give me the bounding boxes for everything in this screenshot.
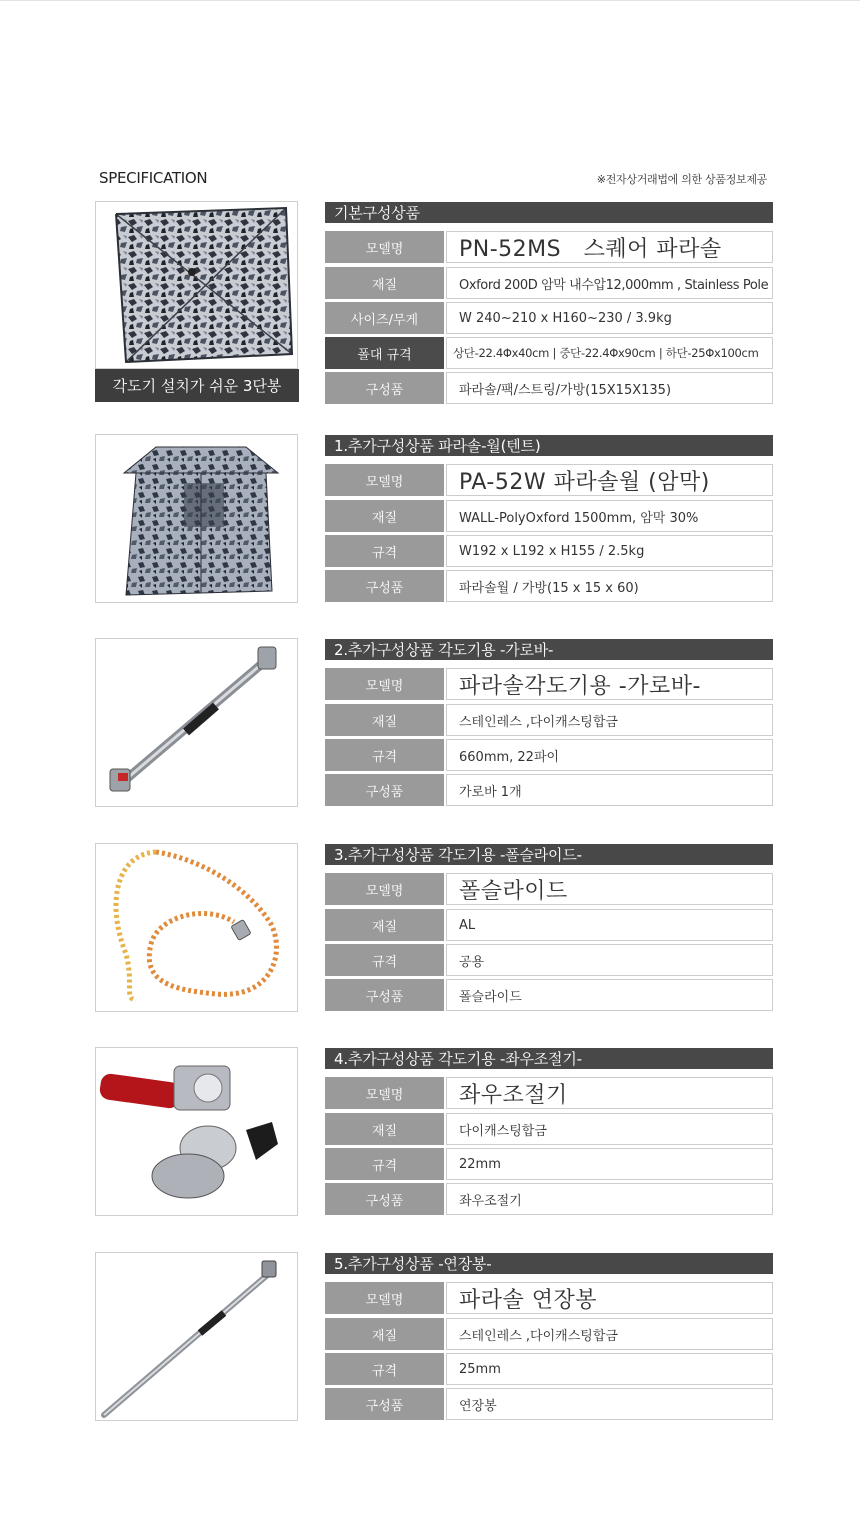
section-heading: 4.추가구성상품 각도기용 -좌우조절기- bbox=[325, 1048, 773, 1069]
spec-row-size bbox=[325, 739, 773, 771]
spec-label: 구성품 bbox=[325, 979, 444, 1011]
spec-row-pole bbox=[325, 337, 773, 369]
section-heading: 5.추가구성상품 -연장봉- bbox=[325, 1253, 773, 1274]
spec-label: 사이즈/무게 bbox=[325, 302, 444, 334]
spec-label: 모델명 bbox=[325, 1077, 444, 1109]
extension-pole-photo bbox=[95, 1252, 298, 1421]
spec-label: 구성품 bbox=[325, 372, 444, 404]
spec-label: 폴대 규격 bbox=[325, 337, 444, 369]
adjuster-photo bbox=[95, 1047, 298, 1216]
photo-caption: 각도기 설치가 쉬운 3단봉 bbox=[95, 369, 299, 402]
spec-value: 가로바 1개 bbox=[446, 774, 773, 806]
spec-row-model bbox=[325, 873, 773, 905]
spec-row-material bbox=[325, 1318, 773, 1350]
spec-value: 좌우조절기 bbox=[446, 1077, 773, 1109]
spec-label: 구성품 bbox=[325, 570, 444, 602]
spec-label: 모델명 bbox=[325, 873, 444, 905]
spec-row-contents bbox=[325, 979, 773, 1011]
pole-slide-photo bbox=[95, 843, 298, 1012]
spec-value: 좌우조절기 bbox=[446, 1183, 773, 1215]
spec-value: W192 x L192 x H155 / 2.5kg bbox=[446, 535, 773, 567]
spec-label: 구성품 bbox=[325, 774, 444, 806]
spec-row-size bbox=[325, 1148, 773, 1180]
spec-label: 재질 bbox=[325, 1113, 444, 1145]
spec-value: 22mm bbox=[446, 1148, 773, 1180]
spec-value: 660mm, 22파이 bbox=[446, 739, 773, 771]
spec-value: 다이캐스팅합금 bbox=[446, 1113, 773, 1145]
spec-label: 모델명 bbox=[325, 231, 444, 263]
spec-value: 파라솔월 / 가방(15 x 15 x 60) bbox=[446, 570, 773, 602]
spec-row-model bbox=[325, 231, 773, 263]
spec-row-contents bbox=[325, 774, 773, 806]
spec-value: PN-52MS 스퀘어 파라솔 bbox=[446, 231, 773, 263]
spec-row-model bbox=[325, 1282, 773, 1314]
spec-row-model bbox=[325, 1077, 773, 1109]
spec-row-contents bbox=[325, 1183, 773, 1215]
spec-row-material bbox=[325, 704, 773, 736]
spec-title: SPECIFICATION bbox=[99, 169, 208, 187]
spec-row-contents bbox=[325, 570, 773, 602]
spec-row-model bbox=[325, 668, 773, 700]
spec-label: 모델명 bbox=[325, 464, 444, 496]
spec-value: 파라솔 연장봉 bbox=[446, 1282, 773, 1314]
spec-label: 재질 bbox=[325, 909, 444, 941]
spec-label: 규격 bbox=[325, 1353, 444, 1385]
spec-label: 모델명 bbox=[325, 1282, 444, 1314]
spec-label: 규격 bbox=[325, 739, 444, 771]
spec-value: Oxford 200D 암막 내수압12,000mm , Stainless Pole bbox=[446, 267, 773, 299]
spec-label: 재질 bbox=[325, 267, 444, 299]
spec-row-size bbox=[325, 1353, 773, 1385]
spec-value: 파라솔/팩/스트링/가방(15X15X135) bbox=[446, 372, 773, 404]
spec-row-model bbox=[325, 464, 773, 496]
section-heading: 2.추가구성상품 각도기용 -가로바- bbox=[325, 639, 773, 660]
spec-value: 폴슬라이드 bbox=[446, 979, 773, 1011]
spec-value: 파라솔각도기용 -가로바- bbox=[446, 668, 773, 700]
spec-row-material bbox=[325, 267, 773, 299]
parasol-photo bbox=[95, 201, 298, 369]
spec-row-material bbox=[325, 500, 773, 532]
spec-value: PA-52W 파라솔월 (암막) bbox=[446, 464, 773, 496]
spec-label: 구성품 bbox=[325, 1183, 444, 1215]
spec-row-size bbox=[325, 302, 773, 334]
spec-value: 연장봉 bbox=[446, 1388, 773, 1420]
parasol-wall-photo bbox=[95, 434, 298, 603]
spec-value: WALL-PolyOxford 1500mm, 암막 30% bbox=[446, 500, 773, 532]
spec-label: 규격 bbox=[325, 944, 444, 976]
spec-value: 스테인레스 ,다이캐스팅합금 bbox=[446, 1318, 773, 1350]
spec-row-material bbox=[325, 909, 773, 941]
spec-row-size bbox=[325, 535, 773, 567]
section-heading: 3.추가구성상품 각도기용 -폴슬라이드- bbox=[325, 844, 773, 865]
spec-label: 모델명 bbox=[325, 668, 444, 700]
spec-row-contents bbox=[325, 372, 773, 404]
spec-label: 규격 bbox=[325, 535, 444, 567]
spec-label: 규격 bbox=[325, 1148, 444, 1180]
spec-value: AL bbox=[446, 909, 773, 941]
spec-row-material bbox=[325, 1113, 773, 1145]
spec-value: 25mm bbox=[446, 1353, 773, 1385]
section-heading: 1.추가구성상품 파라솔-월(텐트) bbox=[325, 435, 773, 456]
spec-label: 구성품 bbox=[325, 1388, 444, 1420]
crossbar-photo bbox=[95, 638, 298, 807]
spec-value: W 240~210 x H160~230 / 3.9kg bbox=[446, 302, 773, 334]
spec-value: 폴슬라이드 bbox=[446, 873, 773, 905]
spec-value: 상단-22.4Φx40cm | 중단-22.4Φx90cm | 하단-25Φx100cm bbox=[446, 337, 773, 369]
spec-row-contents bbox=[325, 1388, 773, 1420]
spec-value: 스테인레스 ,다이캐스팅합금 bbox=[446, 704, 773, 736]
spec-label: 재질 bbox=[325, 500, 444, 532]
spec-value: 공용 bbox=[446, 944, 773, 976]
section-heading: 기본구성상품 bbox=[325, 202, 773, 223]
legal-notice: ※전자상거래법에 의한 상품정보제공 bbox=[596, 173, 767, 186]
spec-row-size bbox=[325, 944, 773, 976]
spec-label: 재질 bbox=[325, 704, 444, 736]
spec-label: 재질 bbox=[325, 1318, 444, 1350]
